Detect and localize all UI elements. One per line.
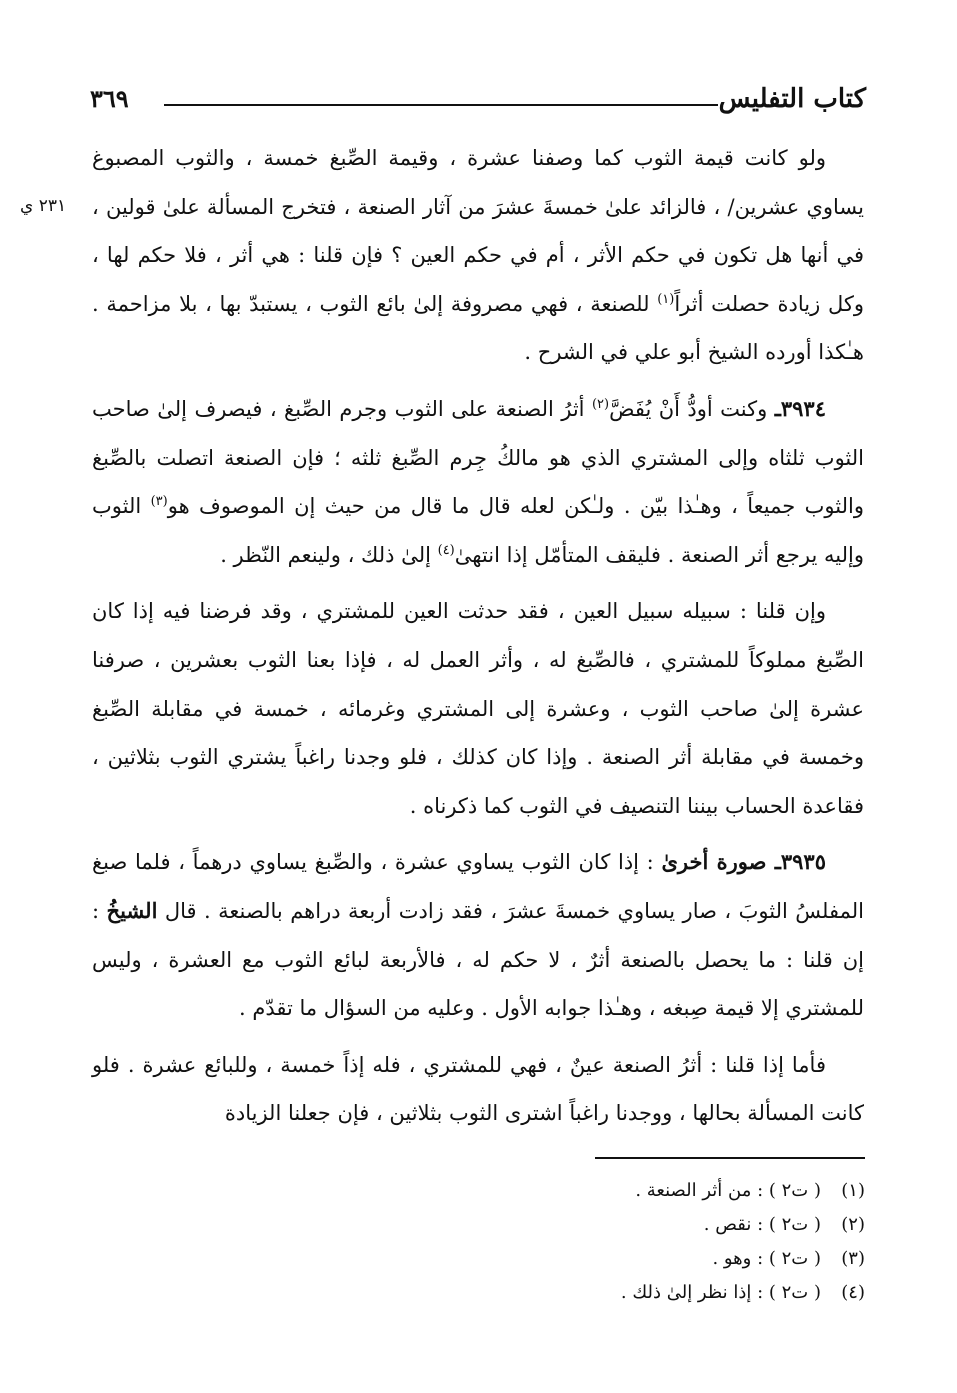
paragraph-text: إلىٰ ذلك ، ولينعم النّظر . xyxy=(220,542,438,567)
paragraph-5 xyxy=(92,1041,864,1138)
paragraph-text: أثرُ الصنعة على الثوب وجرم الصِّبغ ، فيصرف إلىٰ صاحب الثوب ثلثاه وإلى المشتري الذي هو مالكُ جِرم الصِّبغ ثلثه ؛ فإن الصنعة اتصلت بالصِّبغ والثوب جميعاً ، وهـٰذا بيّن . ولـٰكن لعله قال ما قال من حيث إن الموصوف هو xyxy=(92,396,864,519)
page-header xyxy=(90,80,866,120)
footnotes xyxy=(93,1174,865,1310)
issue-number: ٣٩٣٥ـ xyxy=(774,849,826,875)
margin-note: ٢٣١ ي xyxy=(20,196,67,216)
paragraph-text: : إن قلنا : ما يحصل بالصنعة أثرٌ ، لا حكم له ، فالأربعة لبائع الثوب مع العشرة ، وليس للمشتري إلا قيمة صِبغه ، وهـٰذا جوابه الأول . وعليه من السؤال ما تقدّم . xyxy=(92,898,864,1021)
footnote-number: (١) xyxy=(841,1180,865,1201)
paragraph-2 xyxy=(92,385,864,579)
footnote-text: ( ت٢ ) : إذا نظر إلىٰ ذلك . xyxy=(620,1282,821,1303)
footnote-ref: (٣) xyxy=(150,494,168,510)
issue-number: ٣٩٣٤ـ xyxy=(774,395,826,421)
footnote-number: (٤) xyxy=(841,1282,865,1303)
header-rule xyxy=(164,104,718,106)
footnote-text: ( ت٢ ) : وهو . xyxy=(712,1248,821,1269)
footnote-item xyxy=(93,1242,865,1276)
footnote-rule xyxy=(595,1157,865,1159)
footnote-ref: (٤) xyxy=(437,542,455,558)
paragraph-text: للصنعة ، فهي مصروفة إلىٰ بائع الثوب ، يستبدّ بها ، بلا مزاحمة . هـٰكذا أورده الشيخ أبو علي في الشرح . xyxy=(92,291,864,365)
paragraph-4 xyxy=(92,838,864,1032)
bold-term: الشيخُ xyxy=(106,897,158,923)
footnote-ref: (٢) xyxy=(591,396,610,412)
footnote-number: (٣) xyxy=(841,1248,865,1269)
paragraph-text: ولو كانت قيمة الثوب كما وصفنا عشرة ، وقيمة الصِّبغ خمسة ، والثوب المصبوغ يساوي عشرين/ ، فالزائد علىٰ خمسةَ عشرَ من آثار الصنعة ، فتخرج المسألة علىٰ قولين ، في أنها هل تكون في حكم الأثر ، أم في حكم العين ؟ فإن قلنا : هي أثر ، فلا حكم لها ، وكل زيادة حصلت أثراً xyxy=(92,146,864,316)
paragraph-text: وكنت أودُّ أَنْ يُفَضَّ xyxy=(609,396,775,421)
paragraph-text: : إذا كان الثوب يساوي عشرة ، والصِّبغ يساوي درهماً ، فلما صبغ المفلسُ الثوبَ ، صار يساوي خمسةَ عشرَ ، فقد زادت أربعة دراهم بالصنعة . قال xyxy=(92,850,864,923)
paragraph-text: وإن قلنا : سبيله سبيل العين ، فقد حدثت العين للمشتري ، وقد فرضنا فيه إذا كان الصِّبغ مملوكاً للمشتري ، فالصِّبغ له ، وأثر العمل له ، فإذا بعنا الثوب بعشرين ، صرفنا عشرة إلىٰ صاحب الثوب ، وعشرة إلى المشتري وغرمائه ، خمسة في مقابلة الصِّبغ وخمسة في مقابلة أثر الصنعة . وإذا كان كذلك ، فلو وجدنا راغباً يشتري الثوب بثلاثين ، فقاعدة الحساب بيننا التنصيف في الثوب كما ذكرناه . xyxy=(92,599,864,818)
footnote-item xyxy=(93,1276,865,1310)
footnote-item xyxy=(93,1208,865,1242)
footnote-number: (٢) xyxy=(841,1214,865,1235)
section-label: صورة أخرىٰ xyxy=(661,849,775,875)
footnote-text: ( ت٢ ) : نقص . xyxy=(703,1214,821,1235)
footnote-item xyxy=(93,1174,865,1208)
footnote-text: ( ت٢ ) : من أثر الصنعة . xyxy=(635,1180,821,1201)
book-title: كتاب التفليس xyxy=(718,84,866,114)
paragraph-3 xyxy=(92,587,864,830)
main-text xyxy=(92,134,864,1138)
page-number: ٣٦٩ xyxy=(90,84,129,113)
footnote-ref: (١) xyxy=(657,291,675,307)
paragraph-1 xyxy=(92,134,864,377)
paragraph-text: فأما إذا قلنا : أثرُ الصنعة عينٌ ، فهي للمشتري ، فله إذاً خمسة ، وللبائع عشرة . فلو كانت المسألة بحالها ، ووجدنا راغباً اشترى الثوب بثلاثين ، فإن جعلنا الزيادة xyxy=(92,1052,864,1126)
paragraph-text: الثوب وإليه يرجع أثر الصنعة . فليقف المتأمّل إذا انتهىٰ xyxy=(92,494,864,567)
